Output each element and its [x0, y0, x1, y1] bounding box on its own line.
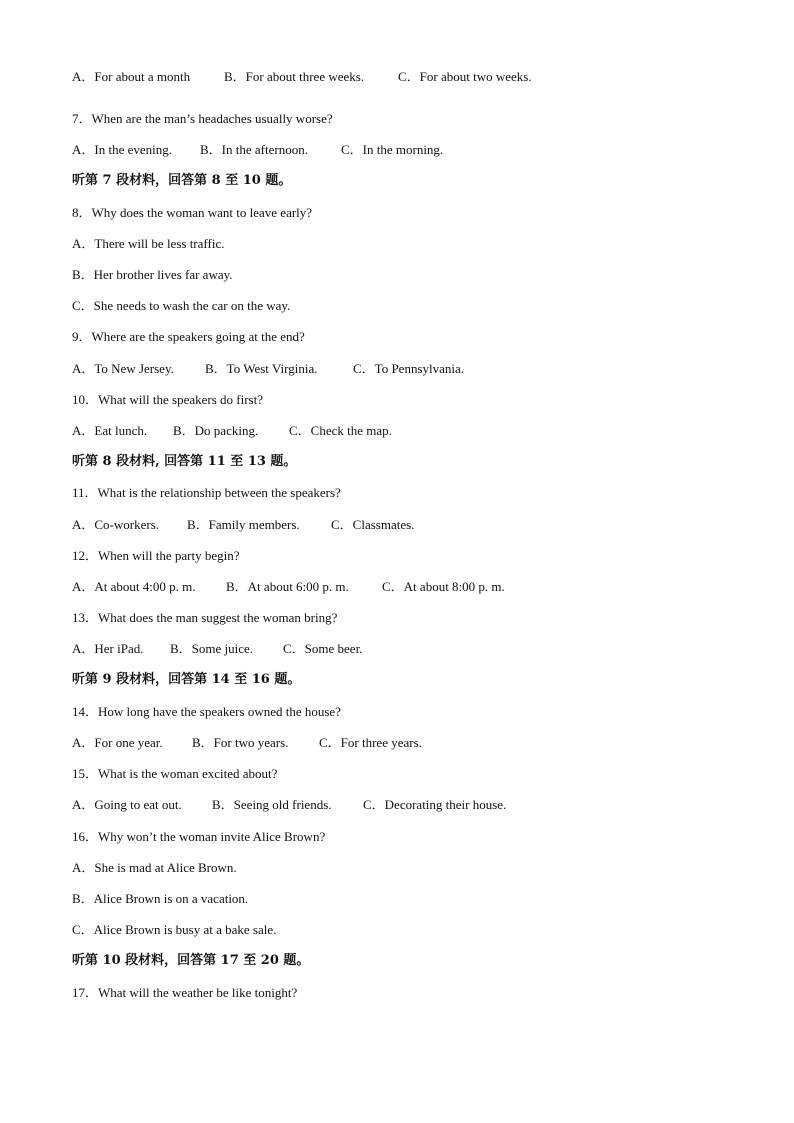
answer-option: A．Going to eat out.	[72, 797, 182, 812]
question-line: 14．How long have the speakers owned the house?	[72, 704, 341, 719]
question-line: 11．What is the relationship between the speakers?	[72, 485, 341, 500]
answer-option: A．For about a month	[72, 69, 191, 84]
answer-option: B．At about 6:00 p. m.	[226, 579, 349, 594]
question-line: A．There will be less traffic.	[72, 236, 225, 251]
section-heading: 听第 8 段材料, 回答第 11 至 13 题。	[72, 454, 297, 469]
section-heading: 听第 7 段材料，回答第 8 至 10 题。	[72, 173, 292, 188]
answer-option: C．For about two weeks.	[398, 69, 532, 84]
answer-option: C．To Pennsylvania.	[353, 361, 465, 376]
answer-option: B．In the afternoon.	[200, 142, 308, 157]
answer-option: A．For one year.	[72, 735, 163, 750]
question-line: A．She is mad at Alice Brown.	[72, 860, 237, 875]
answer-option: B．Some juice.	[170, 641, 254, 656]
question-line: 15．What is the woman excited about?	[72, 766, 278, 781]
question-line: 13．What does the man suggest the woman bring?	[72, 610, 338, 625]
question-line: C．She needs to wash the car on the way.	[72, 298, 291, 313]
answer-option: A．Co-workers.	[72, 517, 160, 532]
answer-option: C．Check the map.	[289, 423, 392, 438]
question-line: B．Alice Brown is on a vacation.	[72, 891, 249, 906]
question-line: 17．What will the weather be like tonight?	[72, 985, 298, 1000]
section-heading: 听第 9 段材料，回答第 14 至 16 题。	[72, 672, 301, 687]
answer-option: C．Classmates.	[331, 517, 415, 532]
section-heading: 听第 10 段材料，回答第 17 至 20 题。	[72, 953, 310, 968]
answer-option: B．For about three weeks.	[224, 69, 365, 84]
answer-option: C．At about 8:00 p. m.	[382, 579, 505, 594]
question-line: 16．Why won’t the woman invite Alice Brown?	[72, 829, 326, 844]
answer-option: B．Seeing old friends.	[212, 797, 332, 812]
answer-option: C．For three years.	[319, 735, 422, 750]
question-line: 10．What will the speakers do first?	[72, 392, 263, 407]
answer-option: C．Decorating their house.	[363, 797, 507, 812]
answer-option: C．In the morning.	[341, 142, 444, 157]
answer-option: A．To New Jersey.	[72, 361, 174, 376]
answer-option: B．For two years.	[192, 735, 289, 750]
answer-option: A．Her iPad.	[72, 641, 144, 656]
answer-option: A．In the evening.	[72, 142, 173, 157]
question-line: 9．Where are the speakers going at the end?	[72, 329, 305, 344]
answer-option: B．Family members.	[187, 517, 300, 532]
question-line: 12．When will the party begin?	[72, 548, 240, 563]
question-line: 8．Why does the woman want to leave early?	[72, 205, 313, 220]
question-line: 7．When are the man’s headaches usually worse?	[72, 111, 333, 126]
answer-option: B．Do packing.	[173, 423, 259, 438]
answer-option: C．Some beer.	[283, 641, 363, 656]
answer-option: B．To West Virginia.	[205, 361, 318, 376]
answer-option: A．Eat lunch.	[72, 423, 148, 438]
answer-option: A．At about 4:00 p. m.	[72, 579, 196, 594]
question-line: C．Alice Brown is busy at a bake sale.	[72, 922, 277, 937]
question-line: B．Her brother lives far away.	[72, 267, 233, 282]
